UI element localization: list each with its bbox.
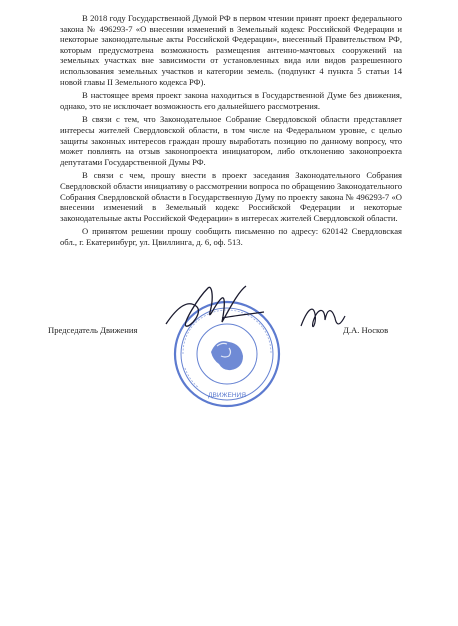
paragraph-4: В связи с чем, прошу внести в проект заседания Законодательного Собрания Свердловской области инициативу о рассмотрении вопроса по обращению Законодательного Собрания Свердловской области в Государственную Думу по проекту закона № 496293-7 «О внесении изменений в Земельный кодекс Российской Федерации и некоторые законодательные акты Российской Федерации» в интересах жителей Свердловской области.: [60, 170, 402, 223]
signature-block: [0, 320, 458, 430]
paragraph-5: О принятом решении прошу сообщить письменно по адресу: 620142 Свердловская обл., г. Екатеринбург, ул. Цвиллинга, д. 6, оф. 513.: [60, 226, 402, 247]
signatory-name: Д.А. Носков: [343, 325, 389, 335]
handwritten-signature-left: [160, 278, 270, 350]
letter-body: [60, 13, 402, 250]
paragraph-1: В 2018 году Государственной Думой РФ в первом чтении принят проект федерального закона № 496293-7 «О внесении изменений в Земельный кодекс Российской Федерации и некоторые законодательные акты Российской Федерации», внесенный Правительством РФ, которым предусмотрена возможность размещения антенно-мачтовых сооружений на земельных участках вне зависимости от установленных вида или видов разрешенного использования земельных участков и категории земель. (подпункт 4 пункта 5 статьи 14 новой главы II Земельного кодекса РФ).: [60, 13, 402, 87]
paragraph-2: В настоящее время проект закона находиться в Государственной Думе без движения, однако, это не исключает возможность его дальнейшего рассмотрения.: [60, 90, 402, 111]
handwritten-signature-right: [297, 298, 349, 338]
paragraph-3: В связи с тем, что Законодательное Собрание Свердловской области представляет интересы жителей Свердловской области, в том числе на Федеральном уровне, с целью защиты законных интересов граждан прошу выработать позицию по данному вопросу, что может повлиять на отзыв законопроекта инициатором, либо отклонению законопроекта депутатами Государственной Думы РФ.: [60, 114, 402, 167]
stamp-bottom-text: ДВИЖЕНИЯ: [208, 392, 246, 399]
signatory-title: Председатель Движения: [48, 325, 138, 335]
